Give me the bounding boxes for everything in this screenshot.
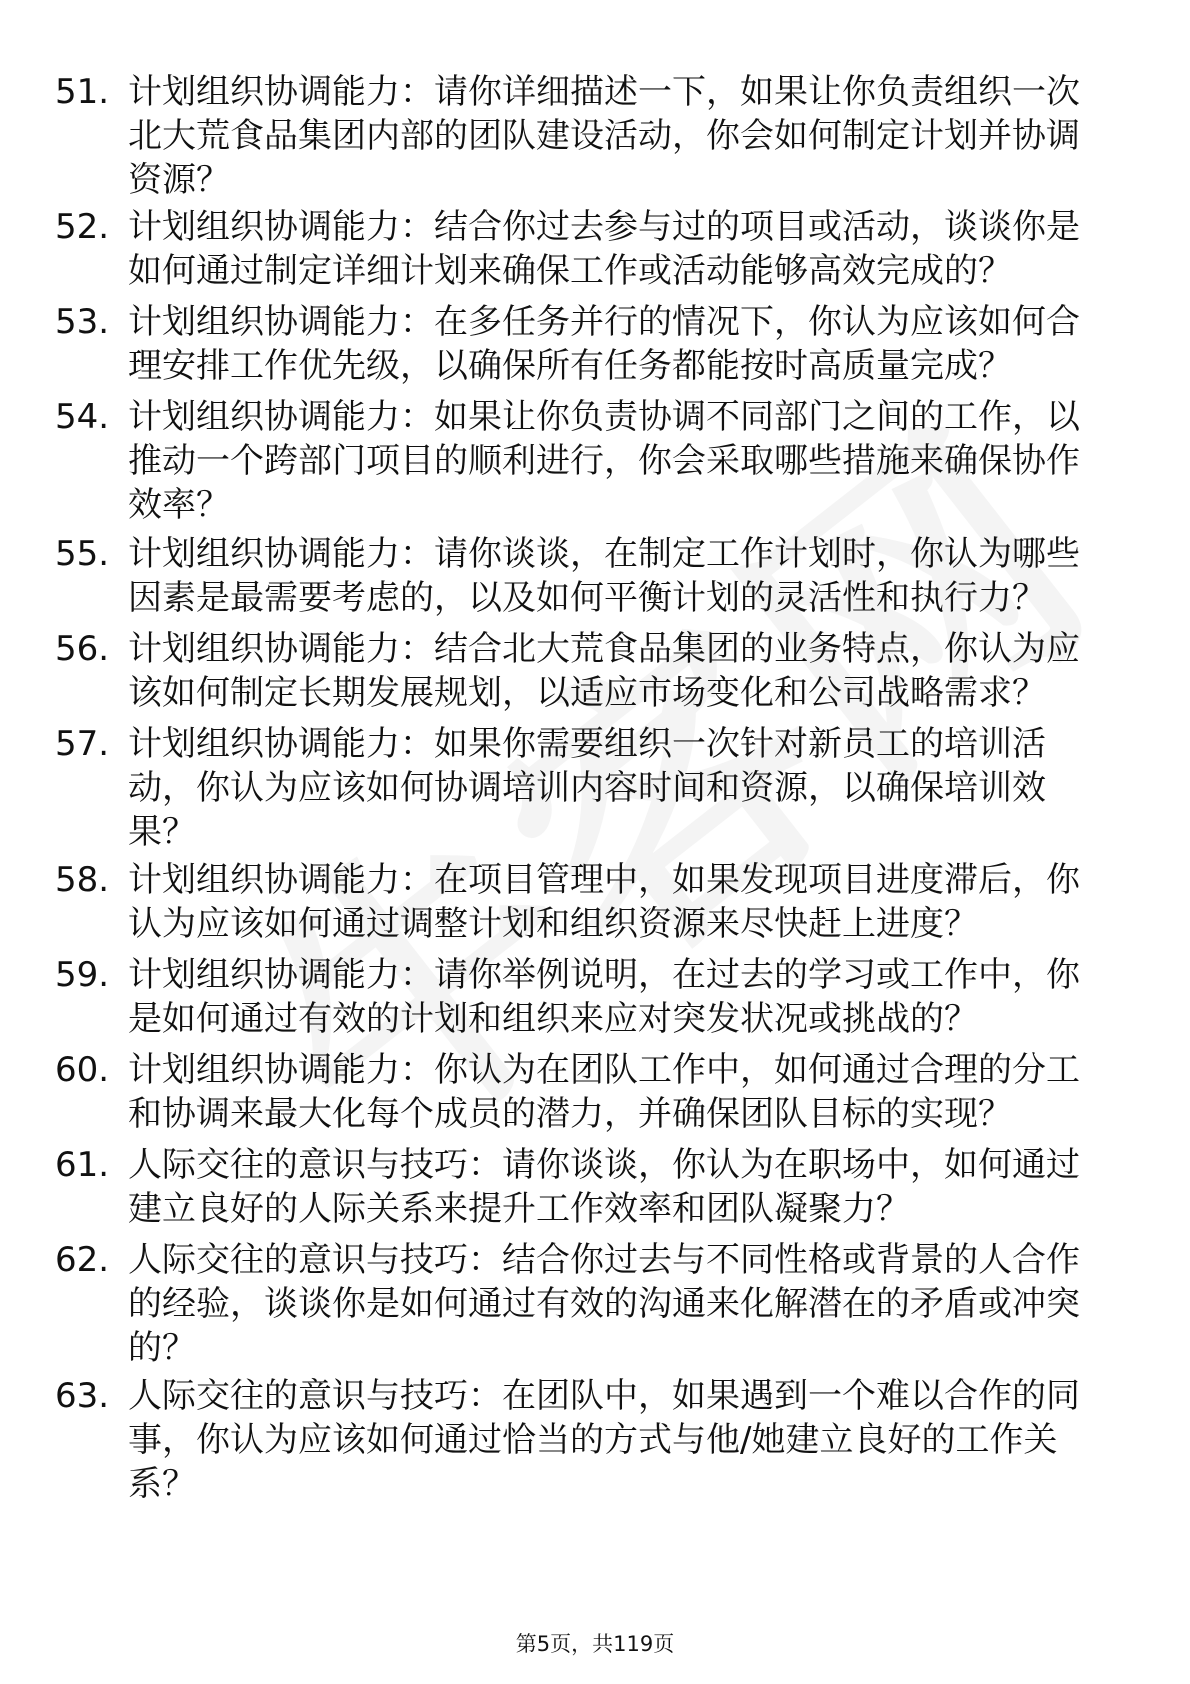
question-line: 计划组织协调能力：结合你过去参与过的项目或活动，谈谈你是 xyxy=(128,207,1080,247)
question-line: 系？ xyxy=(128,1464,196,1504)
question-text xyxy=(128,627,1128,715)
question-text xyxy=(128,1048,1128,1136)
question-number: 55. xyxy=(55,534,110,574)
question-line: 人际交往的意识与技巧：结合你过去与不同性格或背景的人合作 xyxy=(128,1240,1080,1280)
question-number: 61. xyxy=(55,1145,110,1185)
question-line: 建立良好的人际关系来提升工作效率和团队凝聚力？ xyxy=(128,1189,910,1229)
question-text xyxy=(128,953,1128,1041)
question-number: 59. xyxy=(55,955,110,995)
question-line: 计划组织协调能力：请你谈谈，在制定工作计划时，你认为哪些 xyxy=(128,534,1080,574)
question-text xyxy=(128,1238,1128,1370)
question-text xyxy=(128,300,1128,388)
question-line: 计划组织协调能力：在项目管理中，如果发现项目进度滞后，你 xyxy=(128,860,1080,900)
question-number: 51. xyxy=(55,72,110,112)
question-number: 57. xyxy=(55,724,110,764)
question-number: 54. xyxy=(55,397,110,437)
question-text xyxy=(128,1143,1128,1231)
question-number: 52. xyxy=(55,207,110,247)
question-text xyxy=(128,722,1128,854)
question-line: 的？ xyxy=(128,1328,196,1368)
page-footer: 第5页，共119页 xyxy=(515,1632,675,1656)
question-number: 56. xyxy=(55,629,110,669)
question-line: 理安排工作优先级，以确保所有任务都能按时高质量完成？ xyxy=(128,346,1012,386)
question-line: 推动一个跨部门项目的顺利进行，你会采取哪些措施来确保协作 xyxy=(128,441,1080,481)
question-line: 和协调来最大化每个成员的潜力，并确保团队目标的实现？ xyxy=(128,1094,1012,1134)
question-line: 是如何通过有效的计划和组织来应对突发状况或挑战的？ xyxy=(128,999,978,1039)
question-line: 计划组织协调能力：你认为在团队工作中，如何通过合理的分工 xyxy=(128,1050,1080,1090)
question-line: 果？ xyxy=(128,812,196,852)
question-line: 事，你认为应该如何通过恰当的方式与他/她建立良好的工作关 xyxy=(128,1420,1058,1460)
question-text xyxy=(128,70,1128,202)
question-number: 53. xyxy=(55,302,110,342)
question-line: 计划组织协调能力：请你举例说明，在过去的学习或工作中，你 xyxy=(128,955,1080,995)
question-number: 63. xyxy=(55,1376,110,1416)
question-number: 58. xyxy=(55,860,110,900)
question-line: 该如何制定长期发展规划，以适应市场变化和公司战略需求？ xyxy=(128,673,1046,713)
question-text xyxy=(128,395,1128,527)
question-text xyxy=(128,858,1128,946)
question-text xyxy=(128,532,1128,620)
question-number: 60. xyxy=(55,1050,110,1090)
question-text xyxy=(128,205,1128,293)
question-line: 人际交往的意识与技巧：在团队中，如果遇到一个难以合作的同 xyxy=(128,1376,1080,1416)
question-line: 效率？ xyxy=(128,485,230,525)
question-line: 认为应该如何通过调整计划和组织资源来尽快赶上进度？ xyxy=(128,904,978,944)
question-line: 因素是最需要考虑的，以及如何平衡计划的灵活性和执行力？ xyxy=(128,578,1046,618)
question-line: 资源？ xyxy=(128,160,230,200)
question-line: 北大荒食品集团内部的团队建设活动，你会如何制定计划并协调 xyxy=(128,116,1080,156)
question-line: 动，你认为应该如何协调培训内容时间和资源，以确保培训效 xyxy=(128,768,1046,808)
question-line: 计划组织协调能力：如果让你负责协调不同部门之间的工作，以 xyxy=(128,397,1080,437)
question-line: 计划组织协调能力：如果你需要组织一次针对新员工的培训活 xyxy=(128,724,1046,764)
question-number: 62. xyxy=(55,1240,110,1280)
question-line: 计划组织协调能力：请你详细描述一下，如果让你负责组织一次 xyxy=(128,72,1080,112)
question-line: 计划组织协调能力：结合北大荒食品集团的业务特点，你认为应 xyxy=(128,629,1080,669)
question-line: 如何通过制定详细计划来确保工作或活动能够高效完成的？ xyxy=(128,251,1012,291)
question-line: 的经验，谈谈你是如何通过有效的沟通来化解潜在的矛盾或冲突 xyxy=(128,1284,1080,1324)
question-line: 计划组织协调能力：在多任务并行的情况下，你认为应该如何合 xyxy=(128,302,1080,342)
question-line: 人际交往的意识与技巧：请你谈谈，你认为在职场中，如何通过 xyxy=(128,1145,1080,1185)
question-text xyxy=(128,1374,1128,1506)
